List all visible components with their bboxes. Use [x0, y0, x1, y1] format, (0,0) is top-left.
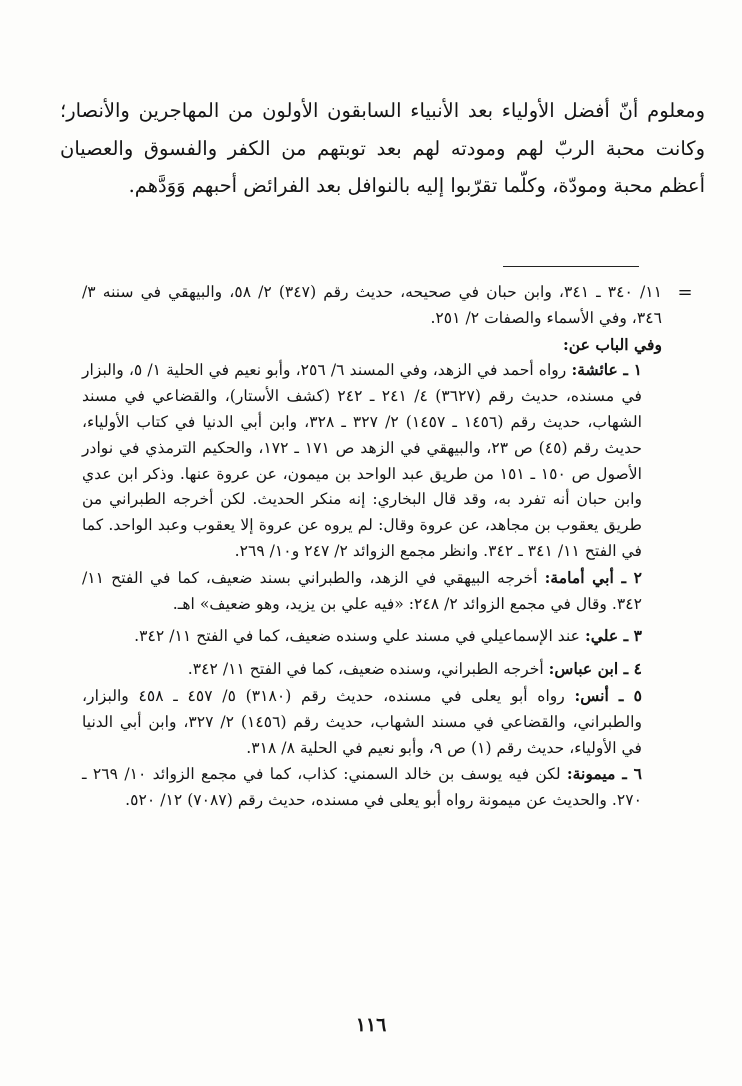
page-number: ١١٦ [355, 1014, 387, 1036]
entry-text: رواه أحمد في الزهد، وفي المسند ٦/ ٢٥٦، وأبو نعيم في الحلية ١/ ٥، والبزار في مسنده، حديث رقم (٣٦٢٧) ٤/ ٢٤١ ـ ٢٤٢ (كشف الأستار)، والقضاعي في مسند الشهاب، حديث رقم (١٤٥٦ ـ ١٤٥٧) ٢/ ٣٢٧ ـ ٣٢٨، وابن أبي الدنيا في كتاب الأولياء، حديث رقم (٤٥) ص ٢٣، والبيهقي في الزهد ص ١٧١ ـ ١٧٢، والحكيم الترمذي في نوادر الأصول ص ١٥٠ ـ ١٥١ من طريق عبد الواحد بن ميمون، عن عروة عنها. وذكر ابن عدي وابن حبان أنه تفرد به، وقد قال البخاري: إنه منكر الحديث. لكن أخرجه الطبراني من طريق يعقوب بن مجاهد، عن عروة وقال: لم يروه عن عروة إلا يعقوب وعبد الواحد. كما في الفتح ١١/ ٣٤١ ـ ٣٤٢. وانظر مجمع الزوائد ٢/ ٢٤٧ و١٠/ ٢٦٩. [82, 361, 643, 560]
footnote-entry-ali [82, 623, 662, 650]
entry-text: أخرجه الطبراني، وسنده ضعيف، كما في الفتح ١١/ ٣٤٢. [187, 660, 549, 679]
footnote-entry-maymuna [82, 761, 662, 814]
footnote-lead: ١١/ ٣٤٠ ـ ٣٤١، وابن حبان في صحيحه، حديث رقم (٣٤٧) ٢/ ٥٨، والبيهقي في سننه ٣/ ٣٤٦، وفي الأسماء والصفات ٢/ ٢٥١. [82, 283, 662, 327]
entry-name: ٦ ـ ميمونة: [566, 764, 642, 784]
entry-name: ٢ ـ أبي أمامة: [544, 567, 642, 587]
main-paragraph: ومعلوم أنّ أفضل الأولياء بعد الأنبياء السابقون الأولون من المهاجرين والأنصار؛ وكانت محبة الربّ لهم ومودته لهم بعد توبتهم من الكفر والفسوق والعصيان أعظم محبة ومودّة، وكلّما تقرّبوا إليه بالنوافل بعد الفرائض أحبهم وَوَدَّهم. [60, 99, 705, 197]
footnote-entry-aisha [82, 357, 662, 564]
continuation-marker: = [677, 282, 693, 303]
entry-name: ٥ ـ أنس: [574, 685, 643, 705]
entry-name: ٤ ـ ابن عباس: [548, 659, 642, 679]
main-text-block [60, 92, 705, 205]
entry-text: أخرجه البيهقي في الزهد، والطبراني بسند ضعيف، كما في الفتح ١١/ ٣٤٢. وقال في مجمع الزوائد ٢/ ٢٤٨: «فيه علي بن يزيد، وهو ضعيف» اهـ. [82, 568, 642, 613]
entry-text: لكن فيه يوسف بن خالد السمني: كذاب، كما في مجمع الزوائد ١٠/ ٢٦٩ ـ ٢٧٠. والحديث عن ميمونة رواه أبو يعلى في مسنده، حديث رقم (٧٠٨٧) ١٢/ ٥٢٠. [82, 765, 642, 810]
entry-text: رواه أبو يعلى في مسنده، حديث رقم (٣١٨٠) ٥/ ٤٥٧ ـ ٤٥٨ والبزار، والطبراني، والقضاعي في مسند الشهاب، حديث رقم (١٤٥٦) ٢/ ٣٢٧، وابن أبي الدنيا في الأولياء، حديث رقم (١) ص ٩، وأبو نعيم في الحلية ٨/ ٣١٨. [82, 686, 643, 757]
entry-name: ١ ـ عائشة: [571, 360, 642, 380]
footnote-entry-abu-umama [82, 565, 662, 618]
footnote-entry-ibn-abbas [82, 656, 662, 683]
footnote-separator [503, 266, 639, 267]
entry-text: عند الإسماعيلي في مسند علي وسنده ضعيف، كما في الفتح ١١/ ٣٤٢. [134, 627, 585, 646]
footnotes-block [82, 280, 662, 814]
entry-name: ٣ ـ علي: [584, 626, 642, 646]
footnote-heading: وفي الباب عن: [563, 334, 662, 354]
footnote-entry-anas [82, 683, 662, 761]
